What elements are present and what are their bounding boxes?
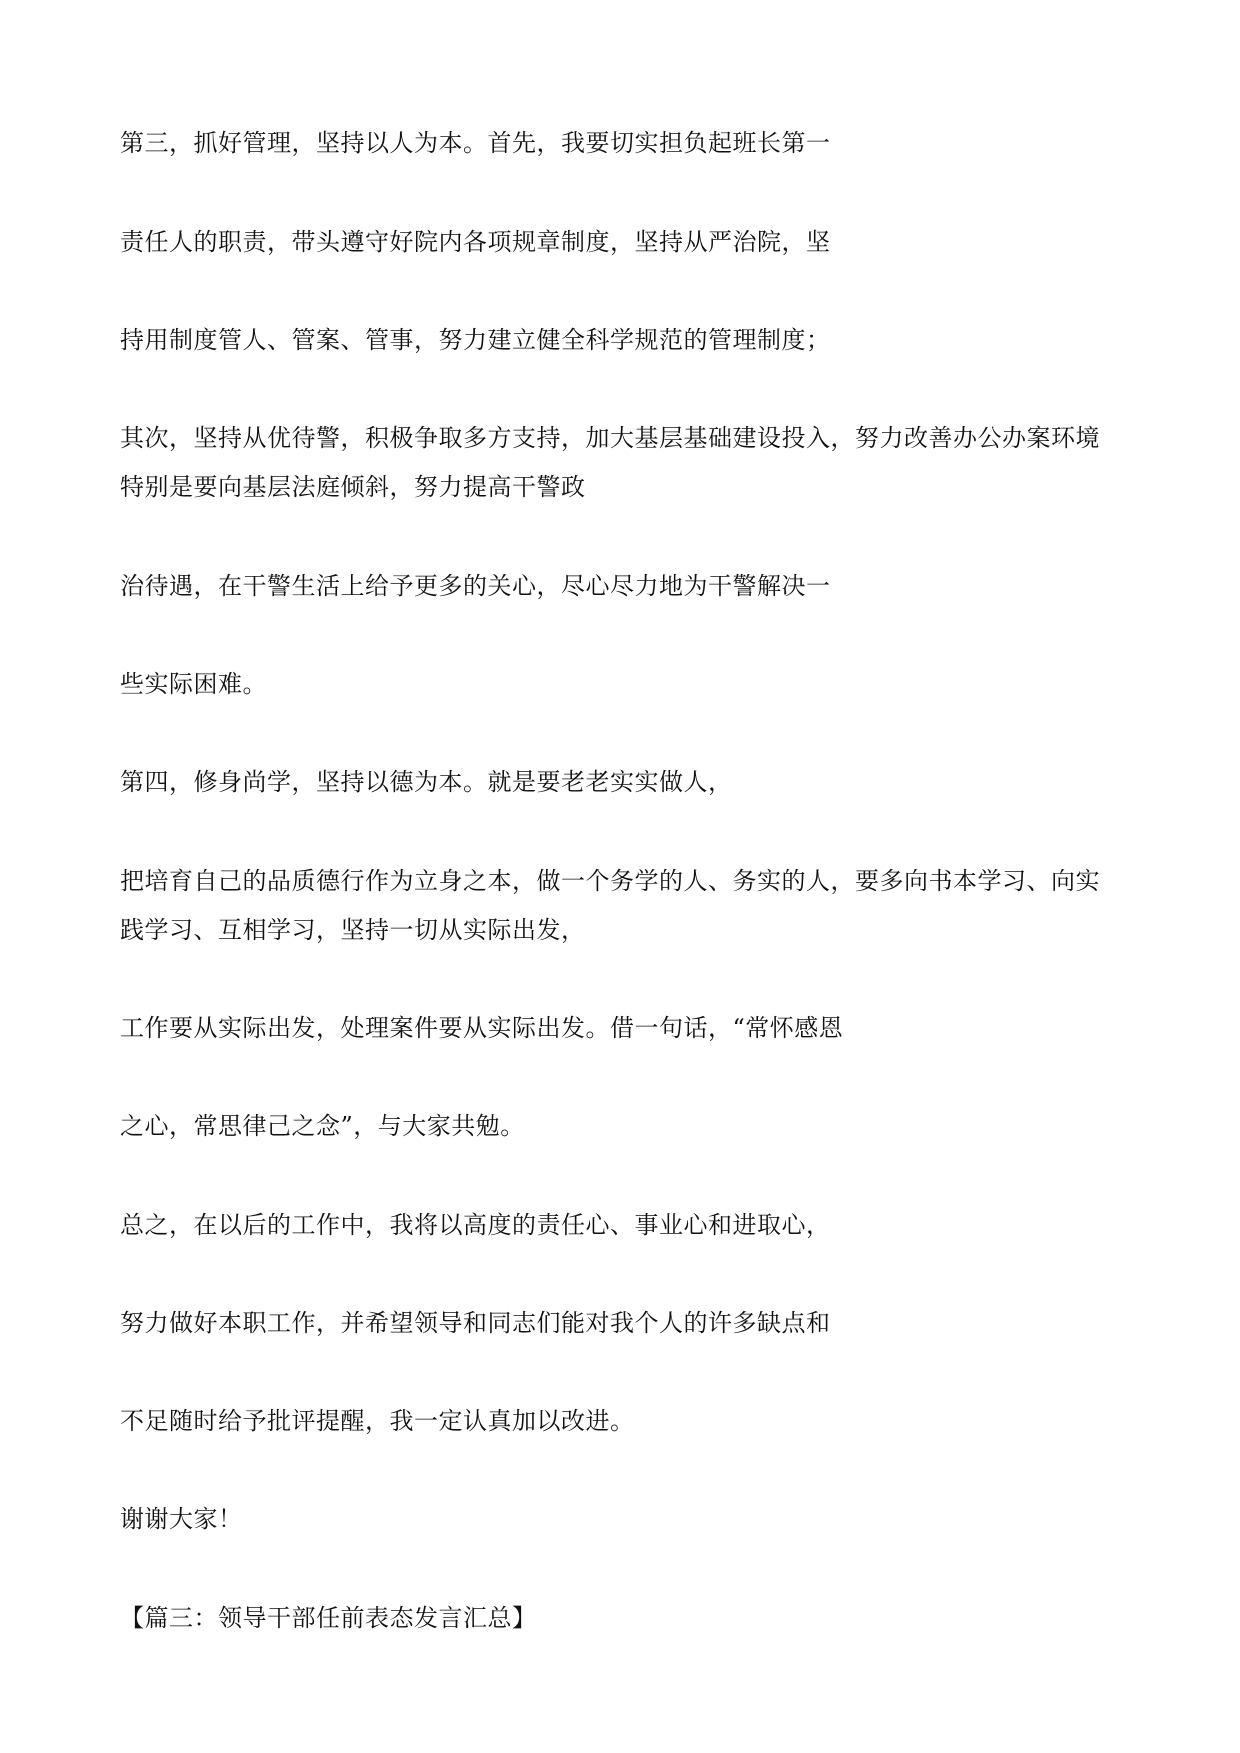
paragraph-line: 持用制度管人、管案、管事，努力建立健全科学规范的管理制度； [120, 326, 831, 354]
paragraph-line: 治待遇，在干警生活上给予更多的关心，尽心尽力地为干警解决一 [120, 572, 831, 600]
paragraph-line: 总之，在以后的工作中，我将以高度的责任心、事业心和进取心， [120, 1211, 831, 1239]
paragraph-line: 努力做好本职工作，并希望领导和同志们能对我个人的许多缺点和 [120, 1309, 831, 1337]
paragraph-line: 责任人的职责，带头遵守好院内各项规章制度，坚持从严治院，坚 [120, 228, 831, 256]
section-heading: 【篇三：领导干部任前表态发言汇总】 [120, 1604, 537, 1632]
paragraph-line: 些实际困难。 [120, 670, 267, 698]
paragraph-line: 把培育自己的品质德行作为立身之本，做一个务学的人、务实的人，要多向书本学习、向实 [120, 867, 1100, 895]
paragraph-line: 第四，修身尚学，坚持以德为本。就是要老老实实做人， [120, 768, 733, 796]
paragraph-line: 工作要从实际出发，处理案件要从实际出发。借一句话，“常怀感恩 [120, 1014, 844, 1042]
closing-line: 谢谢大家！ [120, 1505, 243, 1533]
paragraph-line: 其次，坚持从优待警，积极争取多方支持，加大基层基础建设投入，努力改善办公办案环境 [120, 424, 1100, 452]
paragraph-line: 特别是要向基层法庭倾斜，努力提高干警政 [120, 473, 586, 501]
paragraph-line: 践学习、互相学习，坚持一切从实际出发， [120, 916, 586, 944]
paragraph-line: 第三，抓好管理，坚持以人为本。首先，我要切实担负起班长第一 [120, 129, 831, 157]
paragraph-line: 不足随时给予批评提醒，我一定认真加以改进。 [120, 1407, 635, 1435]
paragraph-line: 之心，常思律己之念”，与大家共勉。 [120, 1112, 525, 1140]
